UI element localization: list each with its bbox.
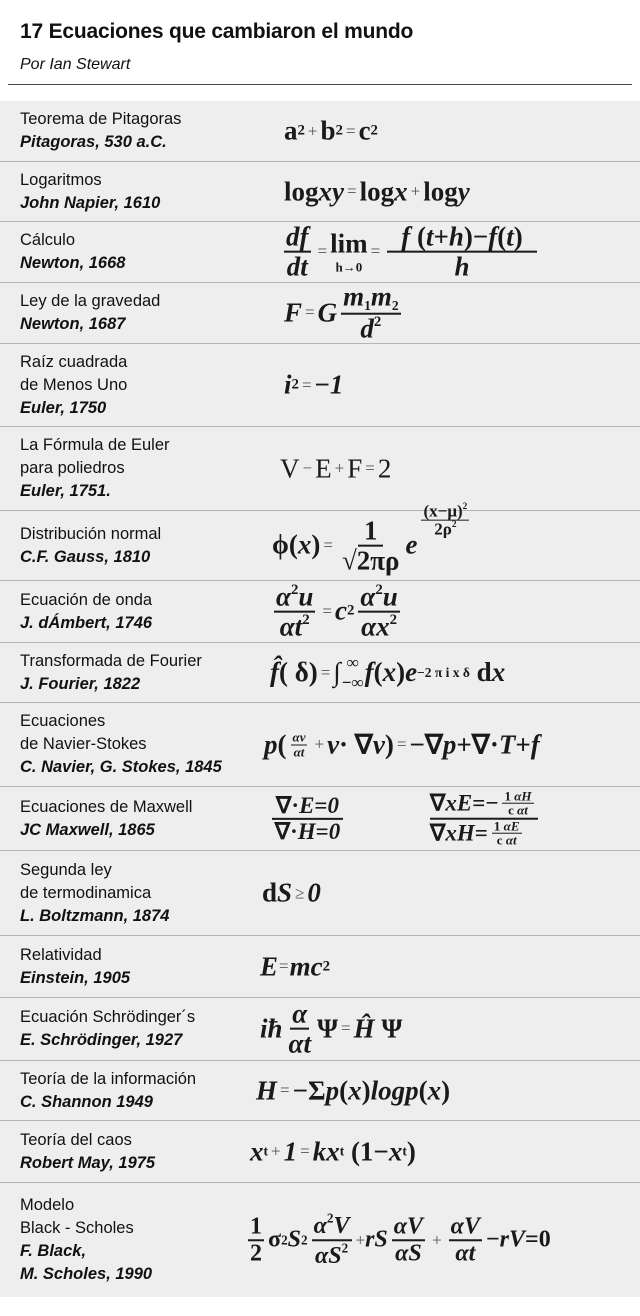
equation-name: Ecuaciones de Maxwell (20, 797, 193, 816)
equation-name: Ecuaciones de Navier-Stokes (20, 712, 147, 753)
equation-formula: f̂ ( δ) = ∫ ∞ −∞ f ( x ) e −2 π i x δ d x (270, 652, 506, 692)
equation-author: J. dÁmbert, 1746 (20, 613, 153, 632)
equation-formula: E = mc 2 (260, 951, 331, 981)
equation-author: Euler, 1750 (20, 398, 107, 417)
equation-name: La Fórmula de Euler para poliedros (20, 436, 170, 477)
equation-author: JC Maxwell, 1865 (20, 820, 155, 839)
equation-author: Einstein, 1905 (20, 968, 131, 987)
equation-author: Newton, 1687 (20, 315, 126, 333)
equation-author: John Napier, 1610 (20, 193, 161, 212)
equation-name: Cálculo (20, 231, 76, 249)
equation-formula: V − E + F = 2 (280, 453, 392, 483)
equation-row-schrodinger (0, 998, 640, 1061)
equation-name: Segunda ley de termodinamica (20, 860, 152, 902)
equation-row-relatividad (0, 936, 640, 998)
equation-row-maxwell (0, 787, 640, 851)
equation-name: Relatividad (20, 945, 102, 964)
equation-author: J. Fourier, 1822 (20, 674, 141, 693)
equation-row-navier (0, 703, 640, 787)
equation-row-raiz (0, 344, 640, 427)
equation-row-termodinamica (0, 851, 640, 936)
equation-formula: $\frac{1}{2}$ σ 2 S 2 $\frac{\alpha^2V}{\alpha S^2}$ + rS $\frac{\alpha V}{\alpha S}$ + $\frac{\alpha V}{\alpha t}$ − rV =0 (250, 1210, 551, 1269)
equation-row-normal (0, 501, 640, 581)
equation-formula: H = −Σ p ( x ) log p ( x ) (256, 1075, 451, 1105)
page-title: 17 Ecuaciones que cambiaron el mundo (20, 20, 414, 43)
equation-name: Ley de la gravedad (20, 292, 161, 310)
equation-author: Robert May, 1975 (20, 1153, 156, 1172)
equation-formula: $\frac{df}{dt}$ = lim h→0 = $\frac{f (t+h)-f(t)}{h}$ (0, 222, 640, 282)
equation-author: F. Black, M. Scholes, 1990 (20, 1242, 153, 1283)
header-divider (8, 84, 632, 85)
equation-row-onda (0, 581, 640, 643)
equation-author: Euler, 1751. (20, 482, 111, 500)
equation-name: Modelo Black - Scholes (20, 1196, 134, 1237)
equation-name: Teorema de Pitagoras (20, 110, 182, 128)
equation-row-logaritmos (0, 162, 640, 222)
equation-name: Logaritmos (20, 170, 102, 189)
equation-formula: F = G $\frac{m_1m_2}{d^2}$ (284, 281, 399, 344)
equation-author: L. Boltzmann, 1874 (20, 906, 170, 925)
equation-formula: a 2 + b 2 = c 2 (284, 115, 378, 146)
page-subtitle: Por Ian Stewart (20, 56, 131, 73)
equation-formula: p ( $\frac{\alpha v}{\alpha t}$ + v · ∇ v ) = −∇ p +∇· T + f (264, 729, 540, 759)
equation-name: Distribución normal (20, 524, 162, 543)
equation-author: C. Navier, G. Stokes, 1845 (20, 758, 222, 776)
equation-formula: log xy = log x + log y (284, 176, 470, 206)
equation-name: Raíz cuadrada de Menos Uno (20, 352, 128, 394)
equation-row-pitagoras (0, 101, 640, 162)
equation-name: Ecuación de onda (20, 590, 153, 609)
header (0, 0, 640, 73)
equation-formula: $\frac{\nabla\cdot E=0}{\nabla\cdot H=0}$ ∇ x E =− $\frac{1 \alpha H}{\text{c αt}}$ ∇ x H = $\frac{1 \alpha E}{\text{c αt}}$ (0, 787, 640, 850)
equation-name: Transformada de Fourier (20, 651, 202, 670)
equation-name: Teoría de la información (20, 1069, 197, 1088)
equation-row-informacion (0, 1061, 640, 1121)
equation-row-fourier (0, 643, 640, 703)
equation-formula: $\frac{\alpha^2u}{\alpha t^2}$ = c 2 $\frac{\alpha^2u}{\alpha x^2}$ (276, 581, 398, 642)
equation-formula: iħ $\frac{\alpha}{\alpha t}$ Ψ = Ĥ Ψ (260, 998, 403, 1059)
equation-author: C.F. Gauss, 1810 (20, 547, 151, 566)
equation-formula: ϕ( x ) = $\frac{1}{√2\pi\rho}$ e $\frac{(x-\mu)^2}{2\rho^2}$ (272, 501, 468, 576)
equation-name: Teoría del caos (20, 1130, 132, 1149)
equation-author: C. Shannon 1949 (20, 1092, 153, 1111)
equation-row-gravedad (0, 283, 640, 344)
equation-formula: x t + 1 = kx t (1− x t ) (250, 1136, 416, 1166)
equation-author: Newton, 1668 (20, 254, 126, 272)
equation-list (0, 101, 640, 1297)
equation-formula: i 2 = − 1 (284, 369, 344, 400)
equation-formula: d S ≥ 0 (262, 877, 321, 908)
equation-row-poliedros (0, 427, 640, 511)
equation-author: Pitagoras, 530 a.C. (20, 133, 167, 151)
equation-row-black-scholes (0, 1183, 640, 1297)
equation-author: E. Schrödinger, 1927 (20, 1031, 183, 1049)
equation-row-calculo (0, 222, 640, 283)
equation-row-caos (0, 1121, 640, 1183)
equation-name: Ecuación Schrödinger´s (20, 1008, 196, 1026)
